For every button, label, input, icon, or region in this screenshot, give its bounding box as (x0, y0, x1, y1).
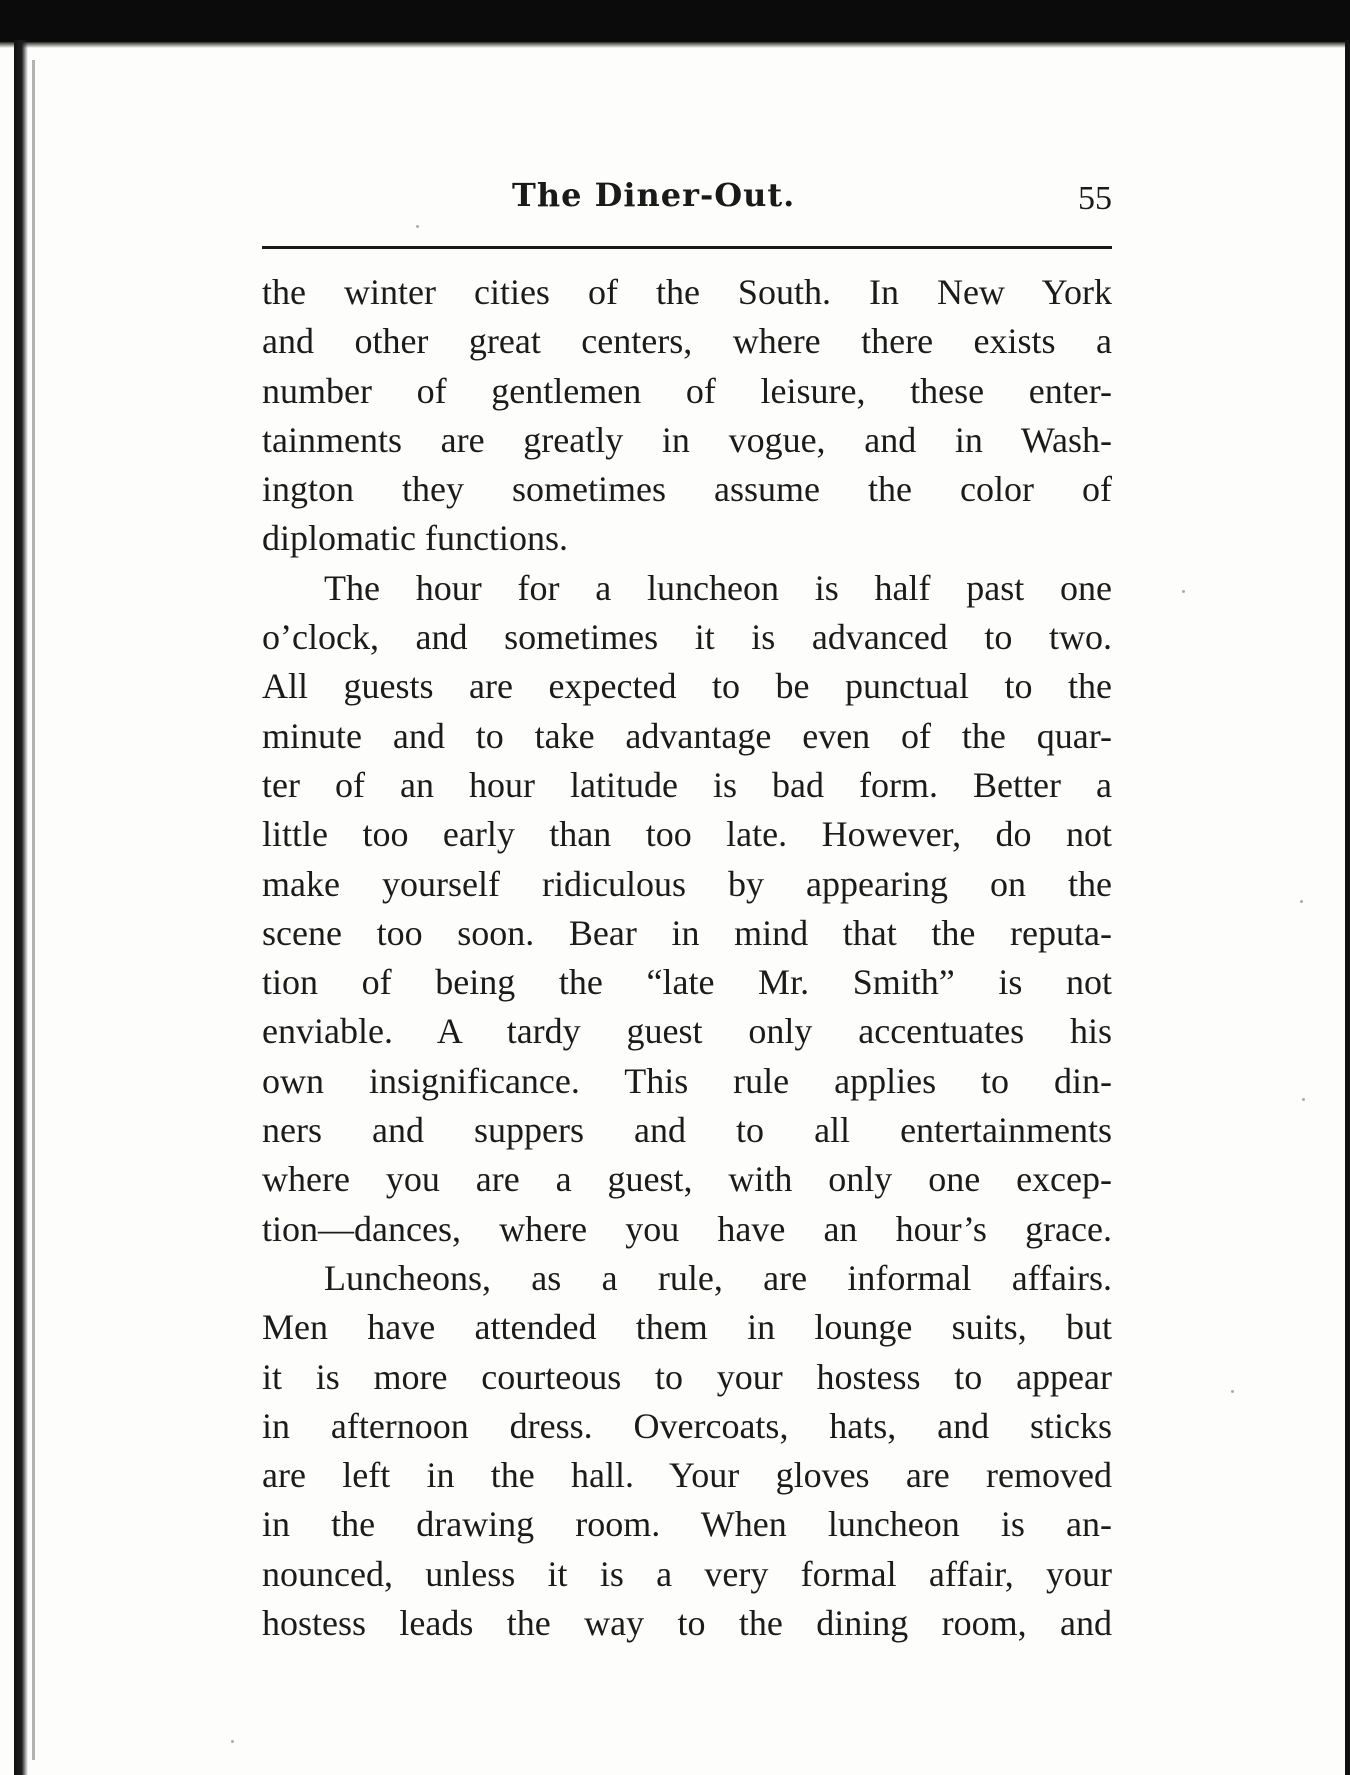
text-line: enviable. A tardy guest only accentuates his (262, 1011, 1112, 1052)
scan-speck (1302, 1098, 1305, 1101)
text-line: tion of being the “late Mr. Smith” is not (262, 962, 1112, 1003)
text-line: in afternoon dress. Overcoats, hats, and sticks (262, 1405, 1112, 1446)
text-line: own insignificance. This rule applies to din- (262, 1060, 1112, 1101)
text-line: diplomatic functions. (262, 518, 568, 559)
text-line: in the drawing room. When luncheon is an- (262, 1504, 1112, 1545)
scan-speck (231, 1740, 234, 1743)
text-line: tainments are greatly in vogue, and in Wash- (262, 419, 1112, 460)
text-line: and other great centers, where there exists a (262, 321, 1112, 362)
scan-speck (1300, 900, 1303, 903)
page-number: 55 (1078, 180, 1112, 217)
text-line: where you are a guest, with only one excep- (262, 1159, 1112, 1200)
text-line: tion—dances, where you have an hour’s grace. (262, 1208, 1112, 1249)
scan-top-border (0, 0, 1350, 42)
running-title: The Diner-Out. (512, 176, 796, 214)
text-line: ington they sometimes assume the color of (262, 469, 1112, 510)
header-rule (262, 246, 1112, 249)
text-line: minute and to take advantage even of the quar- (262, 715, 1112, 756)
scan-speck (1182, 590, 1185, 593)
text-line: it is more courteous to your hostess to appear (262, 1356, 1112, 1397)
text-line: ter of an hour latitude is bad form. Better a (262, 764, 1112, 805)
text-line: nounced, unless it is a very formal affair, your (262, 1553, 1112, 1594)
text-line: hostess leads the way to the dining room, and (262, 1603, 1112, 1644)
text-line: Luncheons, as a rule, are informal affairs. (324, 1257, 1112, 1298)
scan-left-shadow (32, 60, 35, 1760)
text-line: The hour for a luncheon is half past one (324, 567, 1112, 608)
text-line: the winter cities of the South. In New York (262, 272, 1112, 312)
running-header (262, 175, 1112, 231)
scan-right-border (1345, 40, 1350, 1775)
scan-left-border (14, 40, 28, 1775)
text-line: number of gentlemen of leisure, these enter- (262, 370, 1112, 411)
text-line: ners and suppers and to all entertainments (262, 1110, 1112, 1151)
text-line: o’clock, and sometimes it is advanced to two. (262, 617, 1112, 658)
body-text (262, 268, 1112, 1648)
text-line: little too early than too late. However, do not (262, 814, 1112, 855)
text-line: scene too soon. Bear in mind that the reputa- (262, 912, 1112, 953)
text-line: are left in the hall. Your gloves are removed (262, 1455, 1112, 1496)
text-line: make yourself ridiculous by appearing on the (262, 863, 1112, 904)
text-line: All guests are expected to be punctual to the (262, 666, 1112, 707)
text-line: Men have attended them in lounge suits, but (262, 1307, 1112, 1348)
scan-speck (1231, 1390, 1234, 1393)
